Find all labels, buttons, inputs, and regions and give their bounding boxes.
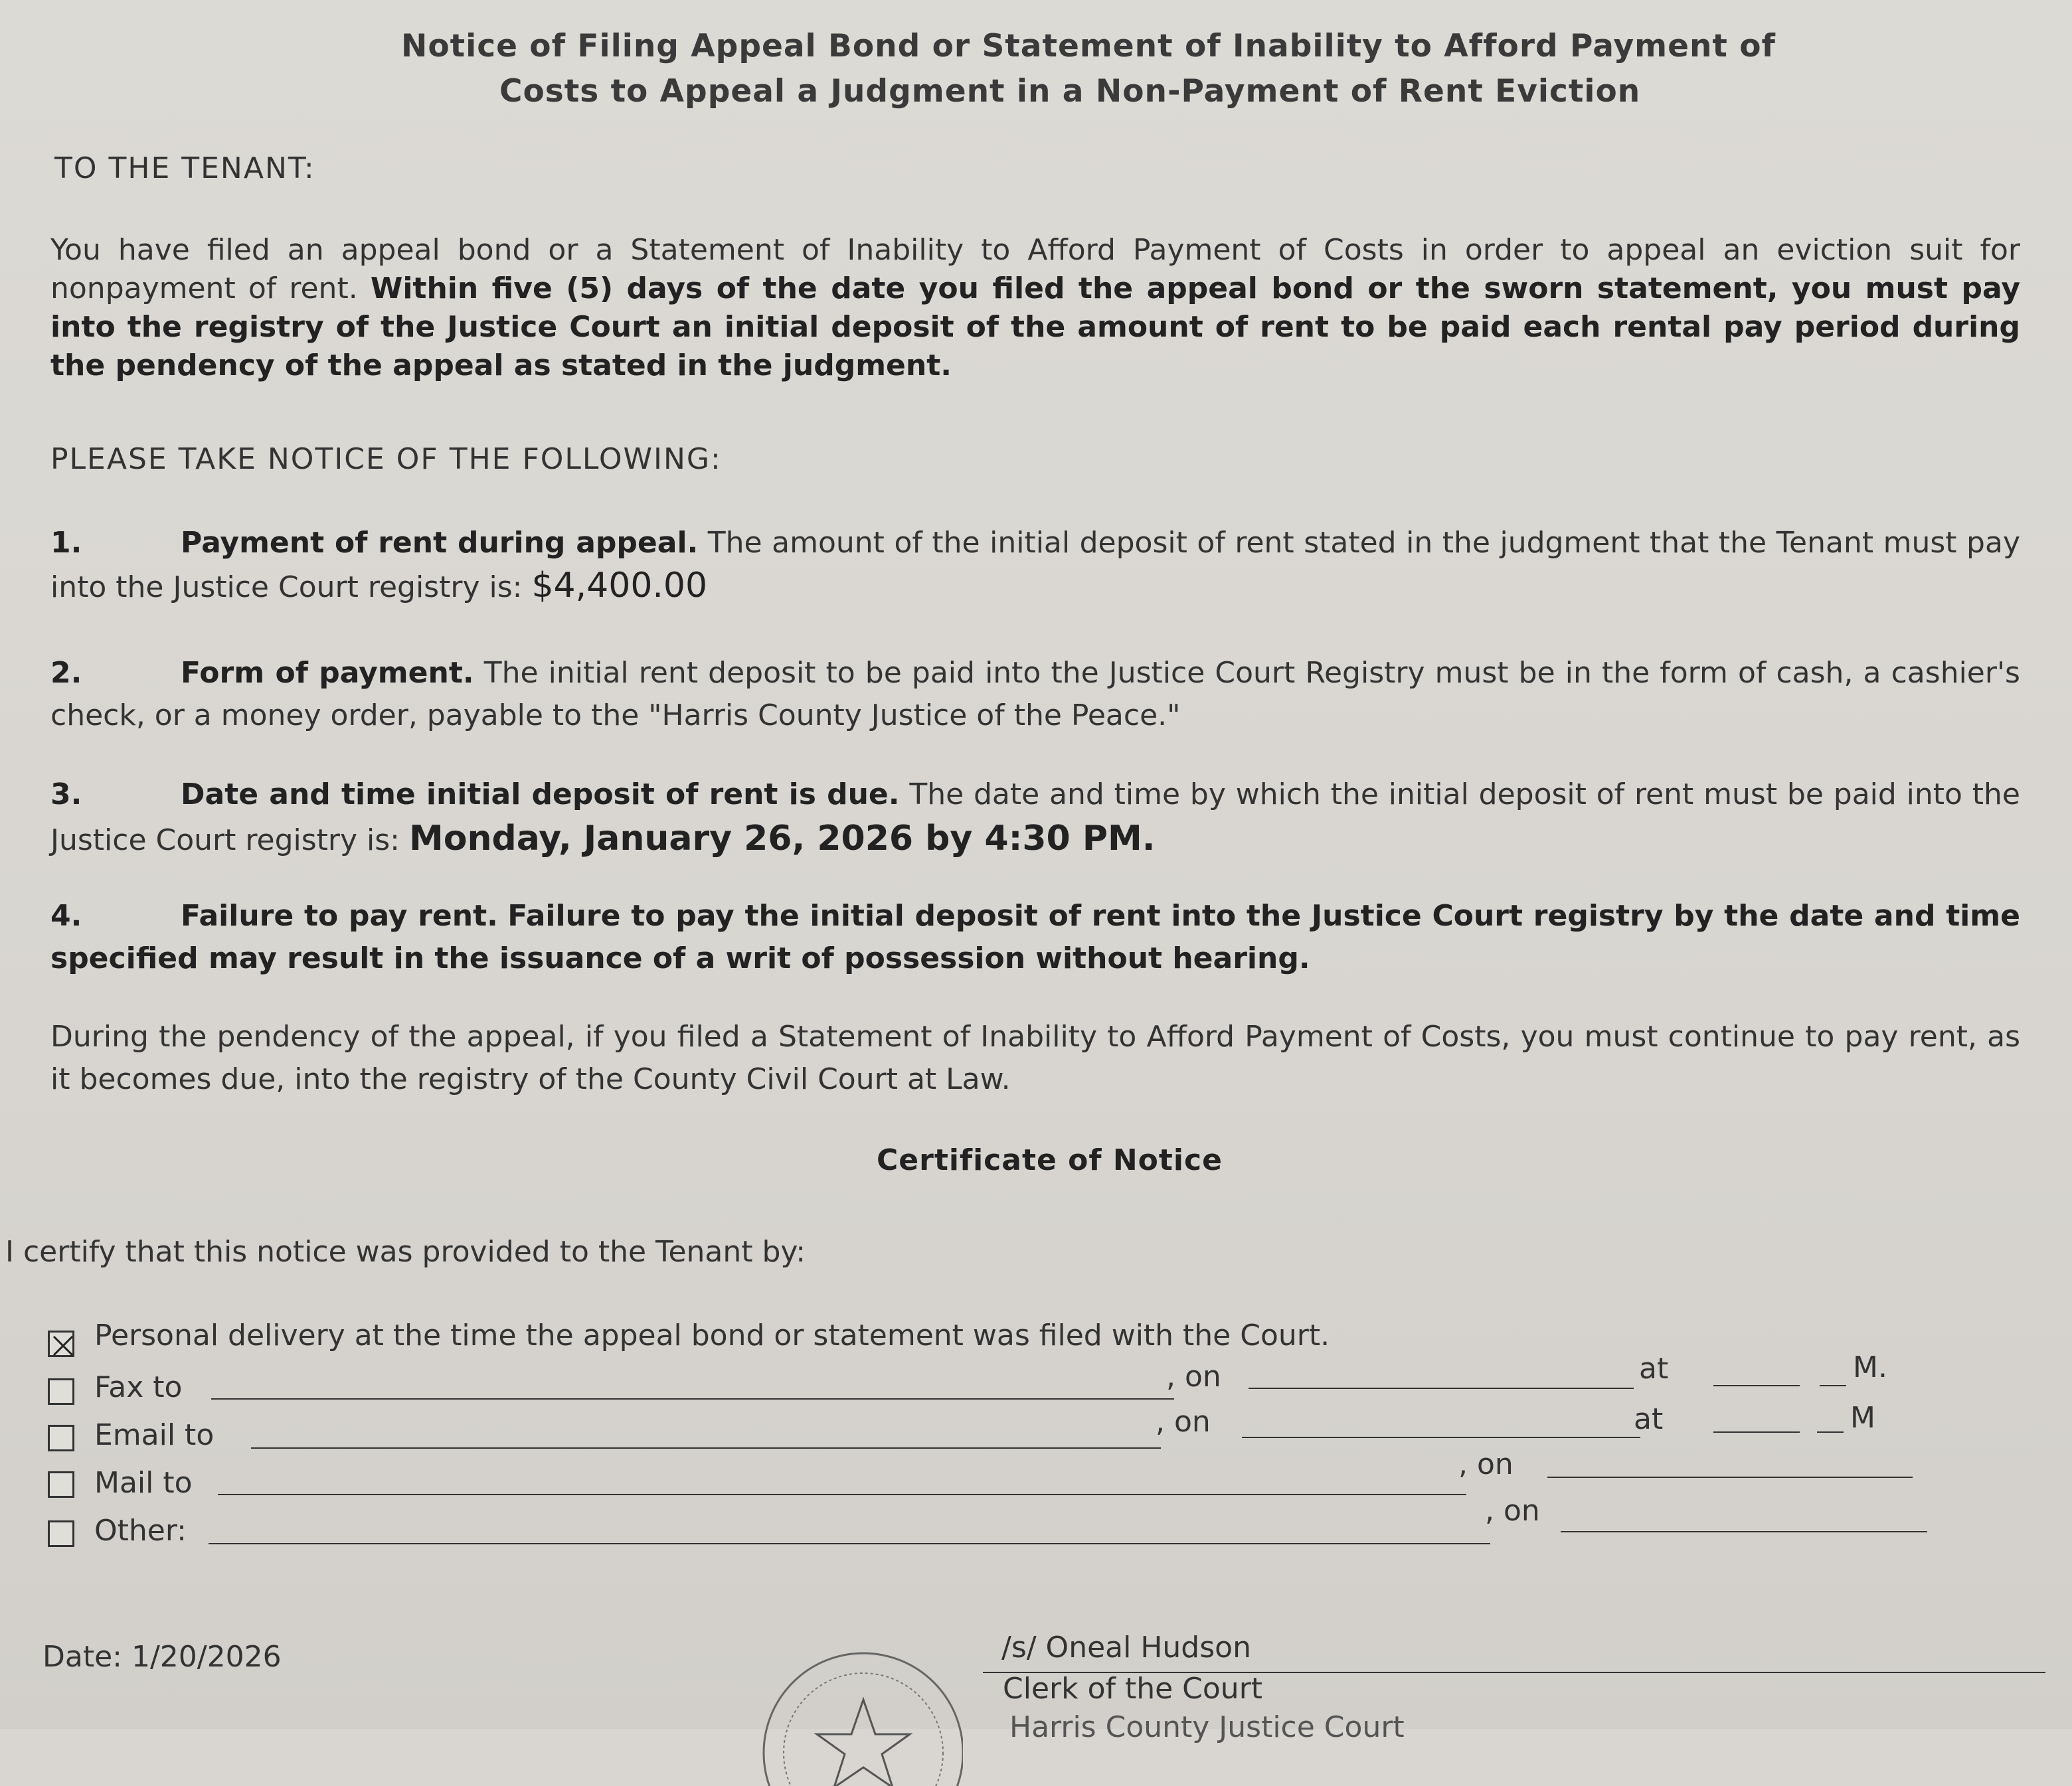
checkbox-mail[interactable] [48,1471,74,1498]
intro-lead: You have filed an appeal bond or a Statement of Inability to Afford Payment of Costs in order to appeal an eviction suit for nonpayment of rent. [50,233,2020,305]
mail-address-field[interactable] [218,1494,1466,1495]
certify-statement: I certify that this notice was provided to the Tenant by: [5,1235,806,1269]
mail-date-field[interactable] [1547,1477,1913,1478]
option-personal-delivery-label: Personal delivery at the time the appeal bond or statement was filed with the Court. [94,1319,1330,1352]
email-meridiem-field[interactable] [1817,1431,1844,1433]
other-date-field[interactable] [1561,1531,1927,1532]
item-2-text: The initial rent deposit to be paid into the Justice Court Registry must be in the form of cash, a cashier's check, or a money order, payable to the "Harris County Justice of the Peace." [50,656,2020,732]
checkbox-email[interactable] [48,1425,74,1451]
clerk-title: Clerk of the Court [1003,1672,1263,1706]
email-meridiem-label: M [1850,1401,1875,1435]
item-2-heading: Form of payment. [181,656,474,690]
title-line-1: Notice of Filing Appeal Bond or Statement of Inability to Afford Payment of [401,28,1776,64]
item-4-heading: Failure to pay rent. [181,899,498,933]
pendency-paragraph: During the pendency of the appeal, if you filed a Statement of Inability to Afford Payment of Costs, you must continue to pay rent, as it becomes due, into the registry of the County Civil Court at Law. [50,1020,2020,1096]
item-1-text: The amount of the initial deposit of rent stated in the judgment that the Tenant must pay into the Justice Court registry is: [50,526,2020,604]
item-2 [50,652,2020,737]
item-4 [50,895,2020,980]
checkbox-fax[interactable] [48,1378,74,1405]
item-4-number: 4. [50,899,82,933]
option-email-label: Email to [94,1418,215,1452]
intro-paragraph [50,231,2020,385]
fax-time-field[interactable] [1713,1385,1800,1386]
email-address-field[interactable] [251,1447,1161,1449]
county-seal-icon [750,1620,963,1786]
checkbox-checked-icon [50,1333,76,1359]
item-1-number: 1. [50,526,82,560]
email-on-label: , on [1156,1405,1211,1439]
other-on-label: , on [1485,1494,1540,1528]
certificate-title: Certificate of Notice [877,1143,1223,1177]
fax-meridiem-field[interactable] [1820,1385,1846,1386]
email-time-field[interactable] [1713,1431,1800,1433]
checkbox-personal-delivery[interactable] [48,1331,74,1357]
other-method-field[interactable] [209,1543,1490,1544]
item-3 [50,773,2020,862]
fax-on-label: , on [1166,1360,1221,1394]
item-4-text: Failure to pay the initial deposit of rent into the Justice Court registry by the date and time specified may result in the issuance of a writ of possession without hearing. [50,899,2020,975]
to-tenant-heading: TO THE TENANT: [54,151,315,185]
fax-meridiem-label: M. [1853,1350,1887,1384]
option-other-label: Other: [94,1514,187,1548]
checkbox-other[interactable] [48,1520,74,1547]
clerk-court-partial: Harris County Justice Court [1009,1710,1405,1744]
fax-date-field[interactable] [1249,1388,1634,1389]
email-date-field[interactable] [1242,1437,1640,1438]
email-at-label: at [1634,1402,1664,1436]
item-3-heading: Date and time initial deposit of rent is due. [181,777,900,811]
item-1-heading: Payment of rent during appeal. [181,526,699,560]
option-mail-label: Mail to [94,1466,193,1500]
intro-bold: Within five (5) days of the date you filed the appeal bond or the sworn statement, you must pay into the registry of the Justice Court an initial deposit of the amount of rent to be paid each rental pay period during the pendency of the appeal as stated in the judgment. [50,272,2020,382]
item-1-amount: $4,400.00 [531,566,708,606]
option-fax-label: Fax to [94,1370,183,1404]
signature-date: Date: 1/20/2026 [43,1640,282,1674]
item-2-number: 2. [50,656,82,690]
fax-number-field[interactable] [211,1398,1174,1400]
notice-heading: PLEASE TAKE NOTICE OF THE FOLLOWING: [50,442,722,476]
item-3-text: The date and time by which the initial deposit of rent must be paid into the Justice Court registry is: [50,777,2020,857]
item-3-due-date: Monday, January 26, 2026 by 4:30 PM. [408,819,1156,858]
item-3-number: 3. [50,777,82,811]
item-1 [50,522,2020,609]
fax-at-label: at [1639,1352,1669,1386]
clerk-signature: /s/ Oneal Hudson [1001,1631,1251,1664]
title-line-2: Costs to Appeal a Judgment in a Non-Payment of Rent Eviction [499,73,1641,110]
mail-on-label: , on [1458,1447,1513,1481]
